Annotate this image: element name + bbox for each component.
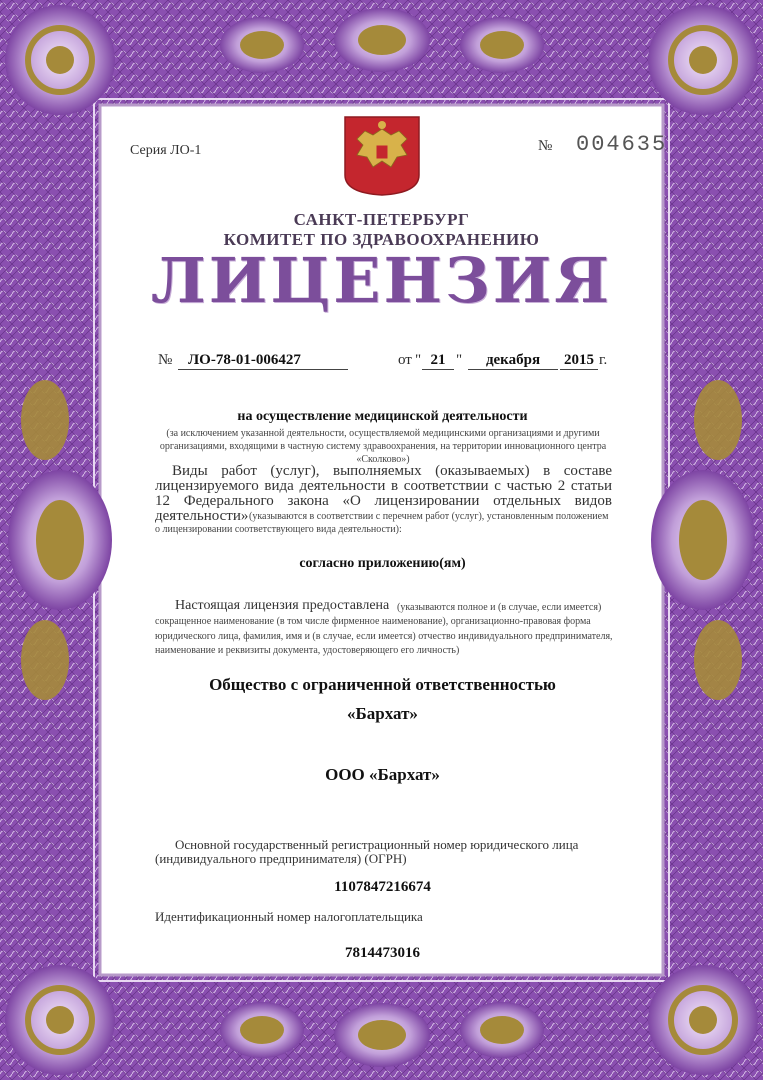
holder-note-1: (указываются полное и (в случае, если имеется) [397,602,602,613]
date-close-quote: " [456,352,463,368]
license-day: 21 [422,352,454,370]
works-line-4: деятельности» [155,508,249,524]
number-sign: № [538,138,553,154]
holder-full-name-1: Общество с ограниченной ответственностью [209,675,556,694]
license-number-sign: № [158,352,173,368]
bottom-ornament-icon [220,1002,544,1067]
top-ornament-icon [220,8,544,73]
holder-short-name: ООО «Бархат» [325,765,440,784]
inn-value: 7814473016 [345,945,420,961]
ogrn-label-1: Основной государственный регистрационный номер юридического лица [175,837,579,852]
ogrn-label-2: (индивидуального предпринимателя) (ОГРН) [155,851,407,866]
corner-ornament-icon [5,5,115,115]
holder-note-3: юридического лица, фамилия, имя и (в случае, если имеется) отчество индивидуального предпринимателя, [155,631,613,642]
date-open-quote: " [415,352,422,368]
year-suffix: г. [599,352,608,368]
holder-note-4: наименование и реквизиты документа, удостоверяющего его личность) [155,645,460,656]
activity-note-2: организациями, входящими в частную систему здравоохранения, на территории инновационного центра [159,441,607,452]
ogrn-value: 1107847216674 [334,879,431,895]
license-number: ЛО-78-01-006427 [178,352,348,370]
date-prefix: от [398,352,412,368]
works-line-3: 12 Федерального закона «О лицензировании отдельных видов [155,493,612,509]
activity-note-3: «Сколково») [356,454,410,465]
license-year: 2015 [560,352,598,370]
activity-title: на осуществление медицинской деятельности [237,409,528,424]
corner-ornament-icon [5,965,115,1075]
works-line-1: Виды работ (услуг), выполняемых (оказываемых) в составе [172,463,612,479]
works-note-b: о лицензировании соответствующего вида деятельности): [155,524,402,535]
series-label: Серия ЛО-1 [130,143,202,158]
holder-full-name-2: «Бархат» [347,704,418,723]
committee-heading: КОМИТЕТ ПО ЗДРАВООХРАНЕНИЮ [223,230,540,249]
corner-ornament-icon [648,5,758,115]
document-title: ЛИЦЕНЗИЯ [150,244,613,317]
coat-of-arms-icon [343,115,421,197]
city-heading: САНКТ-ПЕТЕРБУРГ [293,210,470,229]
inn-label: Идентификационный номер налогоплательщика [155,909,423,924]
activity-note-1: (за исключением указанной деятельности, осуществляемой медицинскими организациями и другими [166,428,600,439]
appendix-text: согласно приложению(ям) [299,556,466,571]
holder-intro: Настоящая лицензия предоставлена [175,598,390,613]
license-month: декабря [468,352,558,370]
works-note-a: (указываются в соответствии с перечнем работ (услуг), установленным положением [249,511,609,522]
corner-ornament-icon [648,965,758,1075]
works-line-2: лицензируемого вида деятельности в соответствии с частью 2 статьи [155,478,612,494]
holder-note-2: сокращенное наименование (в том числе фирменное наименование), организационно-правовая форма [155,616,591,627]
form-number: 004635 [576,132,668,157]
